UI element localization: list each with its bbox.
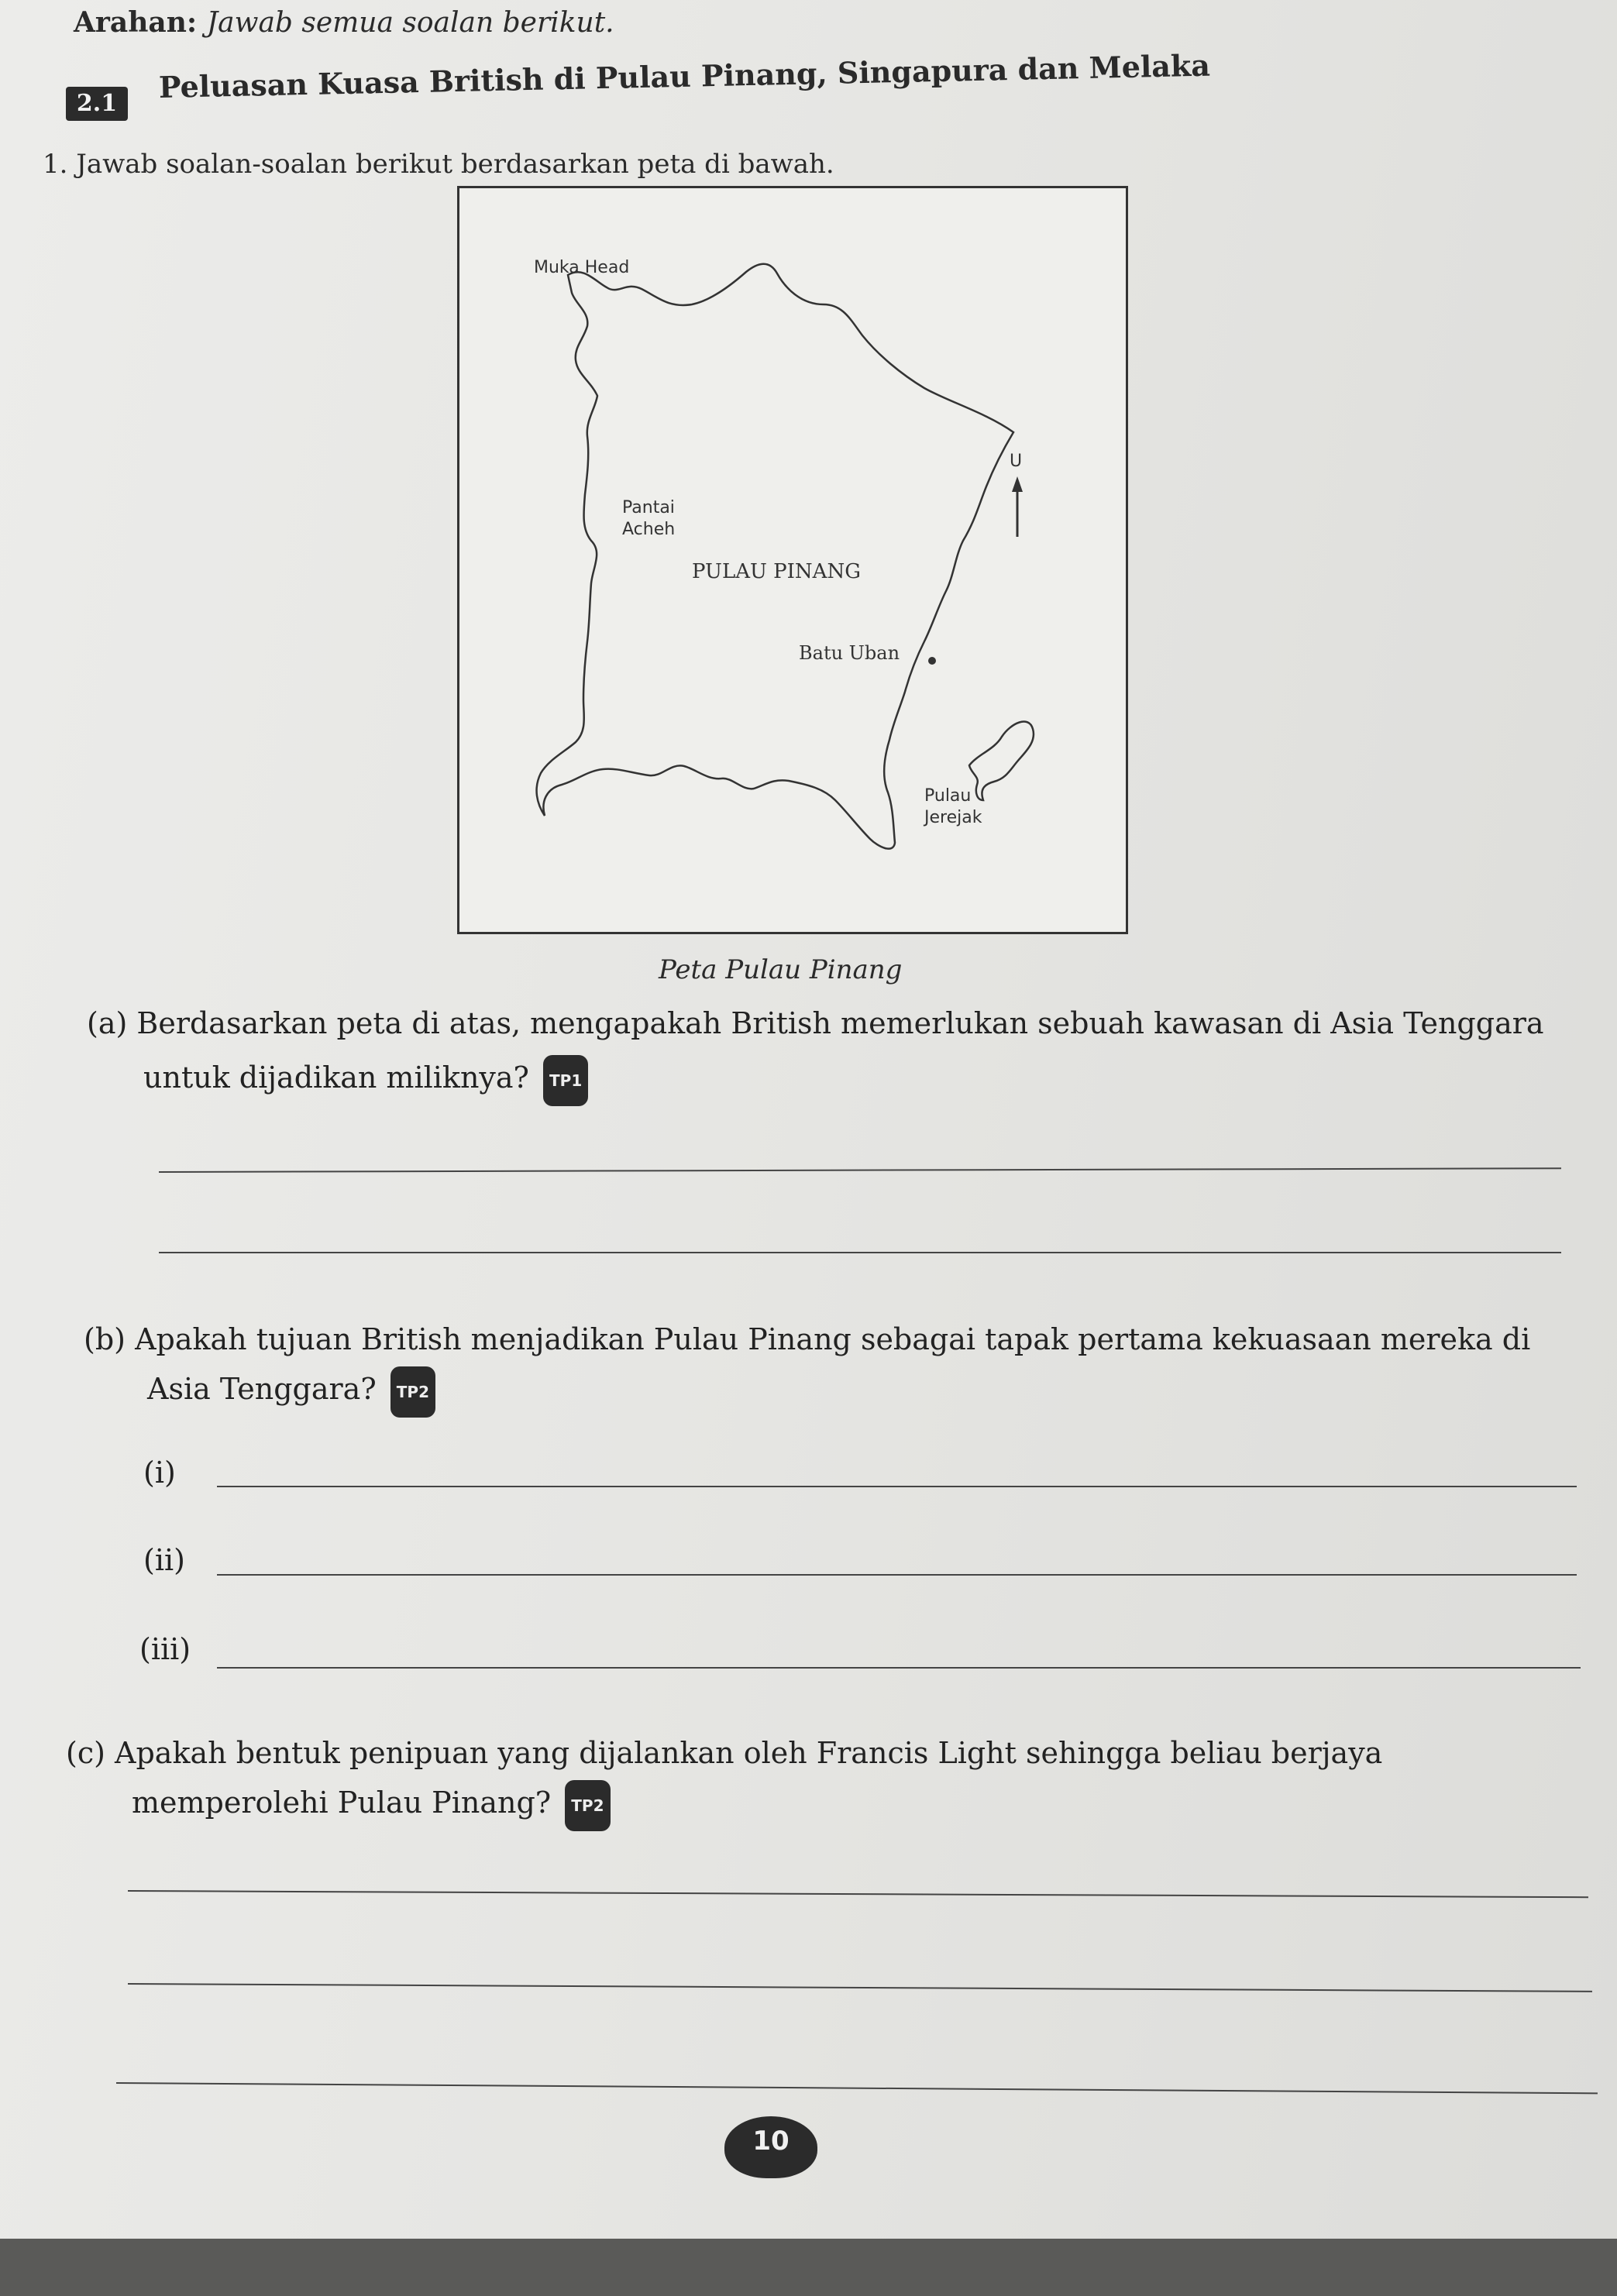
answer-line-c2[interactable]	[128, 1983, 1592, 1992]
label-batu-uban: Batu Uban	[799, 642, 900, 664]
batu-uban-dot	[928, 657, 936, 665]
map-caption: Peta Pulau Pinang	[659, 954, 903, 985]
jerejak-island-outline	[969, 722, 1034, 800]
question-intro: 1. Jawab soalan-soalan berikut berdasarkan peta di bawah.	[43, 149, 834, 180]
part-a-label: (a)	[87, 1006, 128, 1040]
north-arrow-label: U	[1010, 452, 1023, 471]
part-a-tp-badge: TP1	[543, 1055, 588, 1106]
island-outline	[537, 264, 1013, 849]
label-pantai: Pantai	[622, 498, 675, 517]
map-frame	[457, 186, 1128, 934]
part-b-line2	[147, 1365, 435, 1418]
part-a-text-2: untuk dijadikan miliknya?	[143, 1060, 529, 1095]
north-arrow-head	[1012, 476, 1023, 492]
part-b-text-2: Asia Tenggara?	[147, 1372, 377, 1406]
part-b-line1	[84, 1315, 1530, 1363]
part-c-line2	[132, 1779, 611, 1831]
label-pulau-pinang: PULAU PINANG	[692, 560, 861, 583]
part-b-item-iii-label: (iii)	[139, 1632, 191, 1666]
answer-line-a2[interactable]	[159, 1252, 1561, 1253]
label-jerejak: Jerejak	[924, 808, 982, 827]
answer-line-a1[interactable]	[159, 1167, 1561, 1173]
part-b-item-ii-label: (ii)	[143, 1543, 185, 1577]
part-c-text-2: memperolehi Pulau Pinang?	[132, 1786, 552, 1820]
instruction-text: Jawab semua soalan berikut.	[206, 7, 614, 39]
part-c-label: (c)	[66, 1736, 105, 1770]
label-acheh: Acheh	[622, 520, 676, 539]
part-b-text-1: Apakah tujuan British menjadikan Pulau Pinang sebagai tapak pertama kekuasaan mereka di	[135, 1322, 1531, 1356]
answer-line-b-ii[interactable]	[217, 1574, 1577, 1576]
answer-line-b-i[interactable]	[217, 1486, 1577, 1487]
label-pulau: Pulau	[924, 786, 972, 806]
instruction-prefix: Arahan:	[74, 6, 198, 39]
part-c-tp-badge: TP2	[565, 1780, 610, 1831]
part-a-line2	[143, 1053, 588, 1106]
part-b-item-i-label: (i)	[143, 1456, 176, 1490]
page-number: 10	[752, 2126, 790, 2157]
part-b-tp-badge: TP2	[390, 1366, 435, 1418]
answer-line-c1[interactable]	[128, 1890, 1588, 1898]
table-surface-strip	[0, 2239, 1617, 2296]
label-muka-head: Muka Head	[534, 258, 630, 277]
part-c-line1	[66, 1729, 1382, 1777]
answer-line-b-iii[interactable]	[217, 1667, 1581, 1669]
part-a-text-1: Berdasarkan peta di atas, mengapakah British memerlukan sebuah kawasan di Asia Tenggara	[136, 1006, 1544, 1040]
section-title: Peluasan Kuasa British di Pulau Pinang, Singapura dan Melaka	[158, 47, 1211, 105]
answer-line-c3[interactable]	[116, 2082, 1598, 2094]
section-number-badge: 2.1	[66, 87, 128, 121]
part-a-line1	[87, 999, 1544, 1047]
part-b-label: (b)	[84, 1322, 126, 1356]
instruction-header	[74, 6, 614, 39]
part-c-text-1: Apakah bentuk penipuan yang dijalankan oleh Francis Light sehingga beliau berjaya	[115, 1736, 1383, 1770]
